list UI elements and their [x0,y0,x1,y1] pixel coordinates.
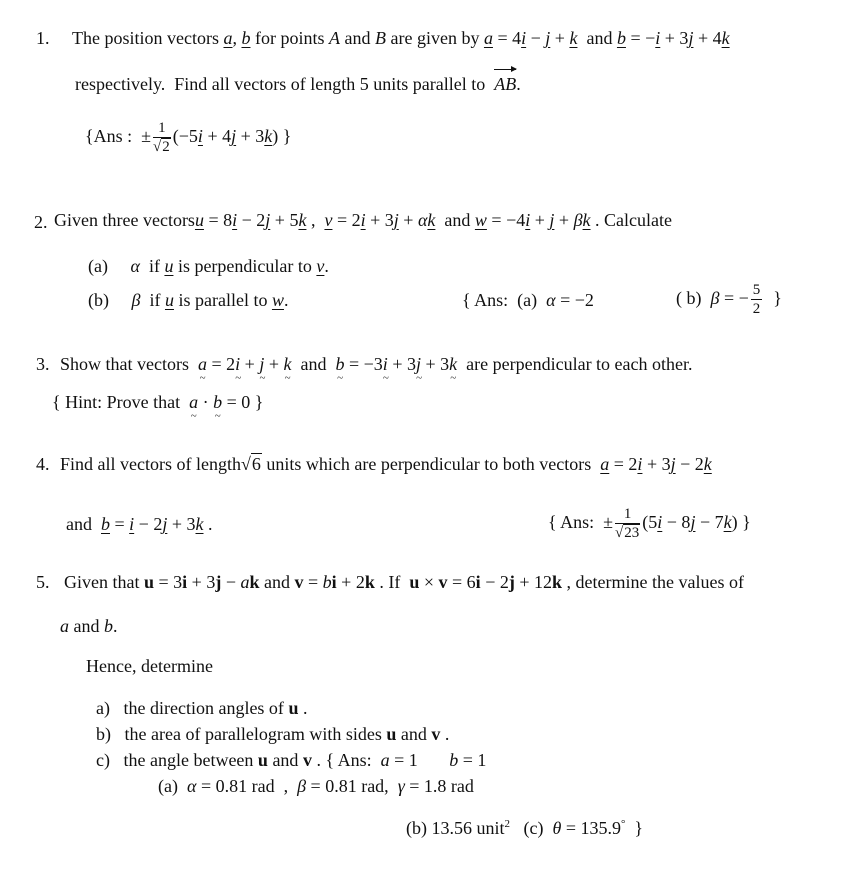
q1-number: 1. [36,28,50,48]
q1-answer: {Ans : ± $\frac{1}{√2}$ (−5i + 4j + 3k) } [85,119,292,155]
q4-number: 4. [36,454,50,474]
q4-answer: { Ans: ± $\frac{1}{√23}$ (5i − 8j − 7k) } [548,505,751,541]
q2-line1: Given three vectorsu = 8i − 2j + 5k , v = 2i + 3j + αk and w = −4i + j + βk . Calculate [54,210,673,230]
q2-answer-a: { Ans: (a) α = −2 [462,290,594,310]
q5-number: 5. [36,572,50,592]
q5-line1: Given that u = 3i + 3j − ak and v = bi + 2k . If u × v = 6i − 2j + 12k , determine the values of [64,572,744,592]
q5-part-c: c) the angle between u and v . { Ans: a = 1 b = 1 [96,750,487,770]
q5-answer-a: (a) α = 0.81 rad , β = 0.81 rad, γ = 1.8 rad [158,776,474,796]
q2-part-a: (a) α if u is perpendicular to v. [88,256,329,276]
q4-line1: Find all vectors of length√6 units which are perpendicular to both vectors a = 2i + 3j − 2k [60,454,712,474]
q3-line1: Show that vectors a ~ = 2i ~ + j ~ + k ~ and b ~ = −3i ~ + 3j ~ + 3k ~ are perpendicular to each other. [60,352,693,376]
q4-line2: and b = i − 2j + 3k . [66,514,213,534]
q2-part-b: (b) β if u is parallel to w. [88,290,289,310]
q1-line2: respectively. Find all vectors of length 5 units parallel to AB . [75,72,521,96]
q3-hint: { Hint: Prove that a ~ · b ~ = 0 } [52,390,263,414]
q5-answer-bc: (b) 13.56 unit$^2$ (c) θ = 135.9° } [406,818,644,838]
q5-part-a: a) the direction angles of u . [96,698,308,718]
q3-number: 3. [36,354,50,374]
q5-line2: a and b. [60,616,118,636]
q5-hence: Hence, determine [86,656,213,676]
q5-part-b: b) the area of parallelogram with sides u and v . [96,724,450,744]
q1-line1: The position vectors a, b for points A and B are given by a = 4i − j + k and b = −i + 3j + 4k [72,28,730,48]
q2-number: 2. [34,212,48,232]
q2-answer-b: ( b) β = − $\frac{5}{2}$ } [676,281,782,317]
